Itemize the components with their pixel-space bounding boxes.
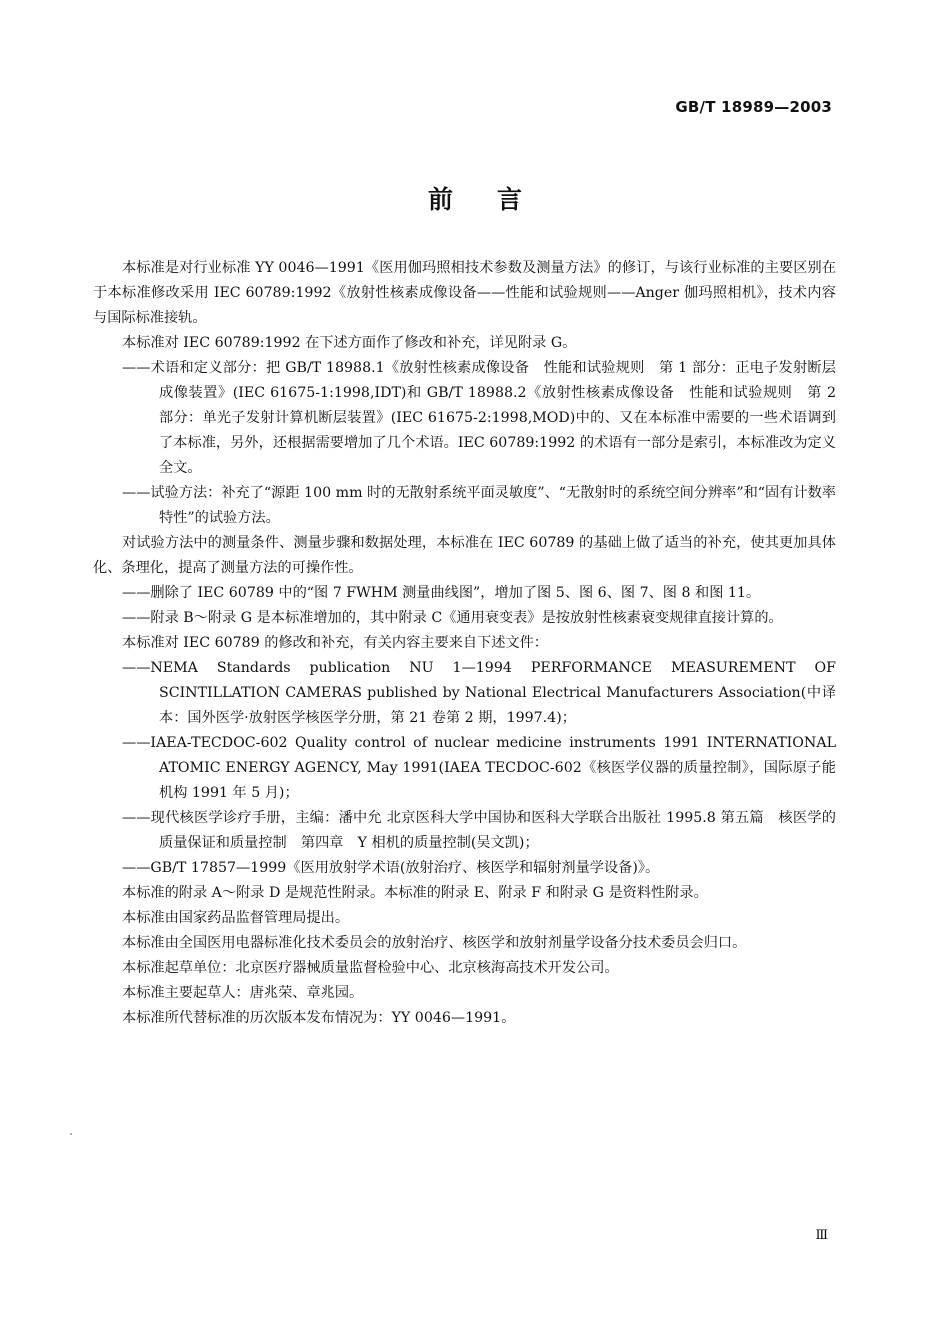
paragraph: 本标准的附录 A～附录 D 是规范性附录。本标准的附录 E、附录 F 和附录 G 是资料性附录。 xyxy=(122,885,708,901)
paragraph: 本标准起草单位：北京医疗器械质量监督检验中心、北京核海高技术开发公司。 xyxy=(122,960,619,976)
list-item: ——附录 B～附录 G 是本标准增加的，其中附录 C《通用衰变表》是按放射性核素衰变规律直接计算的。 xyxy=(122,610,783,626)
list-item: ——IAEA-TECDOC-602 Quality control of nuclear medicine instruments 1991 INTERNATIONAL ATOMIC ENERGY AGENCY, May 1991(IAEA TECDOC-602《核医学仪器的质量控制》，国际原子能机构 1991 年 5 月)； xyxy=(122,735,836,801)
paragraph: 本标准所代替标准的历次版本发布情况为：YY 0046—1991。 xyxy=(122,1010,516,1026)
list-item: ——GB/T 17857—1999《医用放射学术语(放射治疗、核医学和辐射剂量学设备)》。 xyxy=(122,860,660,876)
standard-number: GB/T 18989—2003 xyxy=(675,98,832,116)
paragraph: 本标准对 IEC 60789:1992 在下述方面作了修改和补充，详见附录 G。 xyxy=(122,335,577,351)
list-item: ——现代核医学诊疗手册，主编：潘中允 北京医科大学中国协和医科大学联合出版社 1995.8 第五篇 核医学的质量保证和质量控制 第四章 Y 相机的质量控制(吴文凯)； xyxy=(122,810,836,851)
paragraph: 本标准由国家药品监督管理局提出。 xyxy=(122,910,350,926)
paragraph: 本标准主要起草人：唐兆荣、章兆园。 xyxy=(122,985,364,1001)
list-item: ——试验方法：补充了“源距 100 mm 时的无散射系统平面灵敏度”、“无散射时的系统空间分辨率”和“固有计数率特性”的试验方法。 xyxy=(122,485,836,526)
list-item: ——NEMA Standards publication NU 1—1994 PERFORMANCE MEASUREMENT OF SCINTILLATION CAMERAS published by National Electrical Manufacturers Association(中译本：国外医学·放射医学核医学分册，第 21 卷第 2 期，1997.4)； xyxy=(122,660,836,726)
paragraph: 本标准由全国医用电器标准化技术委员会的放射治疗、核医学和放射剂量学设备分技术委员会归口。 xyxy=(122,935,747,951)
foreword-body xyxy=(93,256,836,1031)
page-title: 前言 xyxy=(427,185,566,214)
list-item: ——术语和定义部分：把 GB/T 18988.1《放射性核素成像设备 性能和试验规则 第 1 部分：正电子发射断层成像装置》(IEC 61675-1:1998,IDT)和 GB/T 18988.2《放射性核素成像设备 性能和试验规则 第 2 部分：单光子发射计算机断层装置》(IEC 61675-2:1998,MOD)中的、又在本标准中需要的一些术语调到了本标准，另外，还根据需要增加了几个术语。IEC 60789:1992 的术语有一部分是索引，本标准改为定义全文。 xyxy=(122,360,836,476)
paragraph: 本标准是对行业标准 YY 0046—1991《医用伽玛照相技术参数及测量方法》的修订，与该行业标准的主要区别在于本标准修改采用 IEC 60789:1992《放射性核素成像设备——性能和试验规则——Anger 伽玛照相机》，技术内容与国际标准接轨。 xyxy=(93,260,836,326)
paragraph: 本标准对 IEC 60789 的修改和补充，有关内容主要来自下述文件： xyxy=(122,635,548,651)
list-item: ——删除了 IEC 60789 中的“图 7 FWHM 测量曲线图”，增加了图 5、图 6、图 7、图 8 和图 11。 xyxy=(122,585,761,601)
page-number: Ⅲ xyxy=(815,1228,828,1243)
paragraph: 对试验方法中的测量条件、测量步骤和数据处理，本标准在 IEC 60789 的基础上做了适当的补充，使其更加具体化、条理化，提高了测量方法的可操作性。 xyxy=(93,535,836,576)
scan-speck xyxy=(70,1133,72,1135)
